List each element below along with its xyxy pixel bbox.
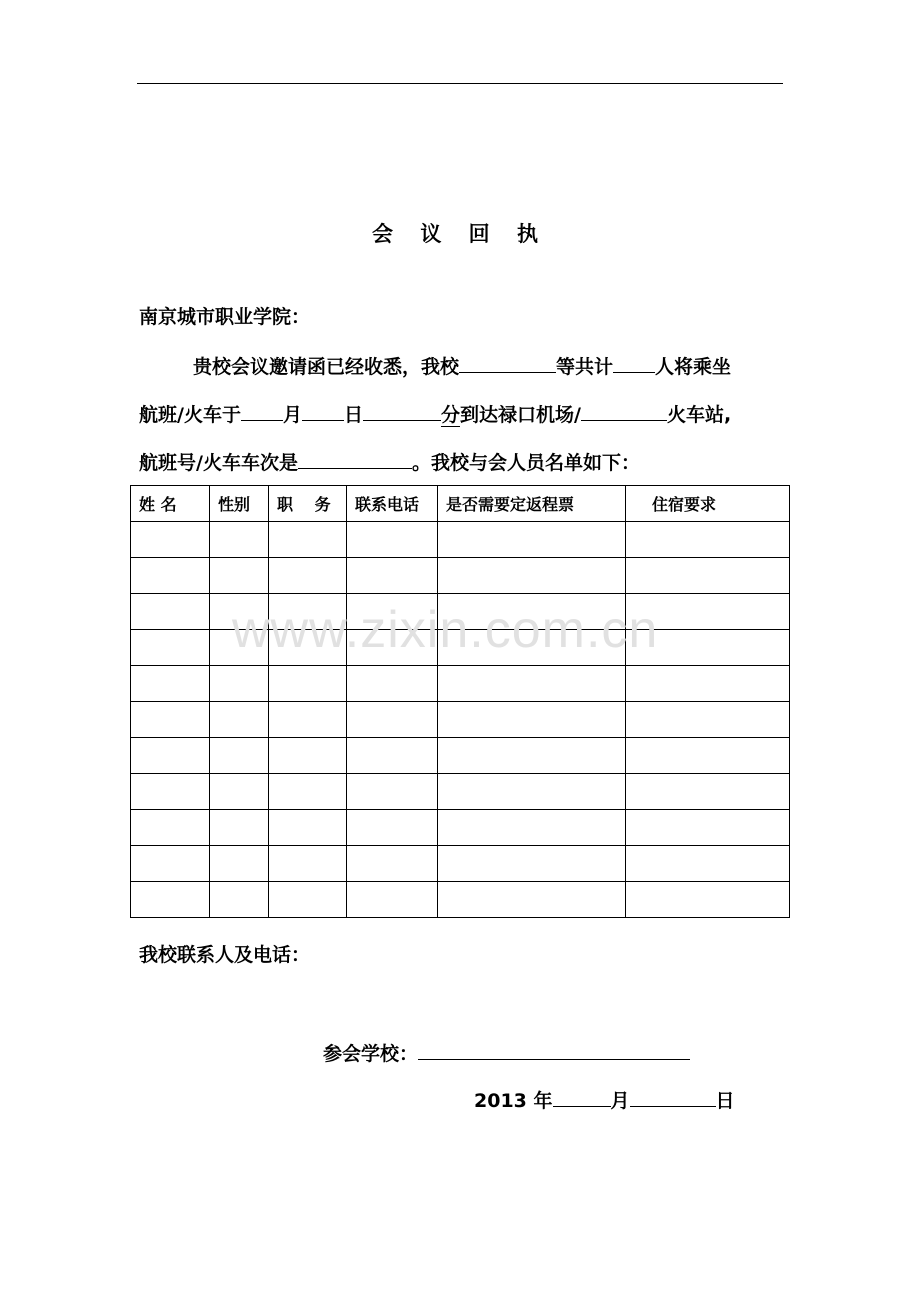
table-cell[interactable] [438, 702, 626, 738]
text-arrive-airport: 到达禄口机场/ [460, 404, 581, 426]
table-row [131, 558, 790, 594]
table-cell[interactable] [210, 594, 269, 630]
table-cell[interactable] [210, 738, 269, 774]
table-cell[interactable] [626, 666, 790, 702]
table-cell[interactable] [131, 882, 210, 918]
table-row [131, 774, 790, 810]
flight-number-blank[interactable] [298, 448, 412, 469]
text-received: 贵校会议邀请函已经收悉，我校 [193, 356, 460, 378]
table-cell[interactable] [131, 810, 210, 846]
table-cell[interactable] [210, 630, 269, 666]
table-cell[interactable] [438, 666, 626, 702]
table-cell[interactable] [269, 666, 347, 702]
table-cell[interactable] [269, 774, 347, 810]
table-row [131, 882, 790, 918]
table-cell[interactable] [438, 558, 626, 594]
school-line [323, 1039, 690, 1067]
month-blank[interactable] [241, 400, 283, 421]
table-cell[interactable] [131, 702, 210, 738]
header-return-ticket: 是否需要定返程票 [438, 486, 626, 522]
table-cell[interactable] [626, 882, 790, 918]
table-cell[interactable] [438, 846, 626, 882]
table-body [131, 522, 790, 918]
table-cell[interactable] [626, 630, 790, 666]
attendee-table [130, 485, 790, 918]
table-cell[interactable] [269, 630, 347, 666]
table-cell[interactable] [626, 846, 790, 882]
table-cell[interactable] [210, 882, 269, 918]
contact-label: 我校联系人及电话： [139, 944, 311, 966]
table-cell[interactable] [626, 774, 790, 810]
text-day: 日 [343, 404, 363, 426]
table-cell[interactable] [131, 738, 210, 774]
table-row [131, 702, 790, 738]
date-line [474, 1086, 735, 1114]
table-row [131, 522, 790, 558]
table-cell[interactable] [626, 594, 790, 630]
school-label: 参会学校： [323, 1043, 419, 1065]
table-cell[interactable] [131, 630, 210, 666]
table-cell[interactable] [347, 774, 438, 810]
table-cell[interactable] [269, 846, 347, 882]
text-minute: 分 [440, 404, 460, 426]
text-flight-number: 航班号/火车车次是 [139, 452, 298, 474]
table-cell[interactable] [347, 702, 438, 738]
header-position: 职 务 [269, 486, 347, 522]
table-cell[interactable] [626, 558, 790, 594]
table-header-row [131, 486, 790, 522]
table-cell[interactable] [131, 666, 210, 702]
table-cell[interactable] [438, 738, 626, 774]
table-cell[interactable] [347, 738, 438, 774]
school-name-blank[interactable] [459, 352, 556, 373]
table-cell[interactable] [626, 522, 790, 558]
table-cell[interactable] [438, 630, 626, 666]
text-flight-train-at: 航班/火车于 [139, 404, 241, 426]
table-row [131, 738, 790, 774]
table-cell[interactable] [210, 810, 269, 846]
table-cell[interactable] [131, 774, 210, 810]
count-blank[interactable] [613, 352, 655, 373]
paragraph-line-1 [193, 352, 731, 380]
table-cell[interactable] [438, 774, 626, 810]
table-cell[interactable] [626, 738, 790, 774]
table-cell[interactable] [210, 702, 269, 738]
watermark: www.zixin.com.cn [232, 601, 659, 659]
table-cell[interactable] [210, 558, 269, 594]
table-cell[interactable] [347, 594, 438, 630]
addressee: 南京城市职业学院： [139, 306, 311, 328]
paragraph-line-2 [139, 400, 731, 428]
table-row [131, 846, 790, 882]
table-cell[interactable] [269, 702, 347, 738]
table-cell[interactable] [210, 522, 269, 558]
station-blank[interactable] [581, 400, 667, 421]
text-month: 月 [282, 404, 302, 426]
date-month: 月 [610, 1090, 630, 1112]
table-row [131, 594, 790, 630]
table-cell[interactable] [626, 810, 790, 846]
table-row [131, 630, 790, 666]
table-cell[interactable] [347, 666, 438, 702]
date-year: 2013 年 [474, 1090, 553, 1112]
table-cell[interactable] [131, 846, 210, 882]
text-train-station: 火车站, [666, 404, 732, 426]
text-will-take: 人将乘坐 [655, 356, 732, 378]
table-cell[interactable] [438, 594, 626, 630]
table-cell[interactable] [269, 558, 347, 594]
time-blank[interactable] [363, 400, 441, 421]
table-cell[interactable] [626, 702, 790, 738]
table-cell[interactable] [347, 558, 438, 594]
table-cell[interactable] [438, 522, 626, 558]
table-cell[interactable] [269, 738, 347, 774]
text-total: 等共计 [556, 356, 614, 378]
date-day: 日 [715, 1090, 735, 1112]
table-cell[interactable] [269, 882, 347, 918]
day-blank[interactable] [302, 400, 344, 421]
header-accommodation: 住宿要求 [626, 486, 790, 522]
table-cell[interactable] [131, 594, 210, 630]
table-cell[interactable] [210, 846, 269, 882]
table-cell[interactable] [347, 630, 438, 666]
date-month-blank[interactable] [553, 1086, 611, 1107]
table-cell[interactable] [269, 594, 347, 630]
table-cell[interactable] [269, 810, 347, 846]
table-cell[interactable] [131, 522, 210, 558]
header-phone: 联系电话 [347, 486, 438, 522]
table-cell[interactable] [210, 774, 269, 810]
table-cell[interactable] [210, 666, 269, 702]
text-list-follows: 。我校与会人员名单如下： [411, 452, 640, 474]
header-rule [137, 83, 783, 84]
page-title: 会 议 回 执 [372, 222, 548, 246]
table-cell[interactable] [347, 882, 438, 918]
table-cell[interactable] [347, 810, 438, 846]
table-cell[interactable] [347, 846, 438, 882]
table-cell[interactable] [438, 882, 626, 918]
header-name: 姓 名 [131, 486, 210, 522]
date-day-blank[interactable] [630, 1086, 716, 1107]
school-blank[interactable] [418, 1039, 690, 1060]
table-cell[interactable] [131, 558, 210, 594]
table-row [131, 666, 790, 702]
header-gender: 性别 [210, 486, 269, 522]
table-row [131, 810, 790, 846]
table-cell[interactable] [269, 522, 347, 558]
table-cell[interactable] [438, 810, 626, 846]
table-cell[interactable] [347, 522, 438, 558]
paragraph-line-3 [139, 448, 640, 476]
